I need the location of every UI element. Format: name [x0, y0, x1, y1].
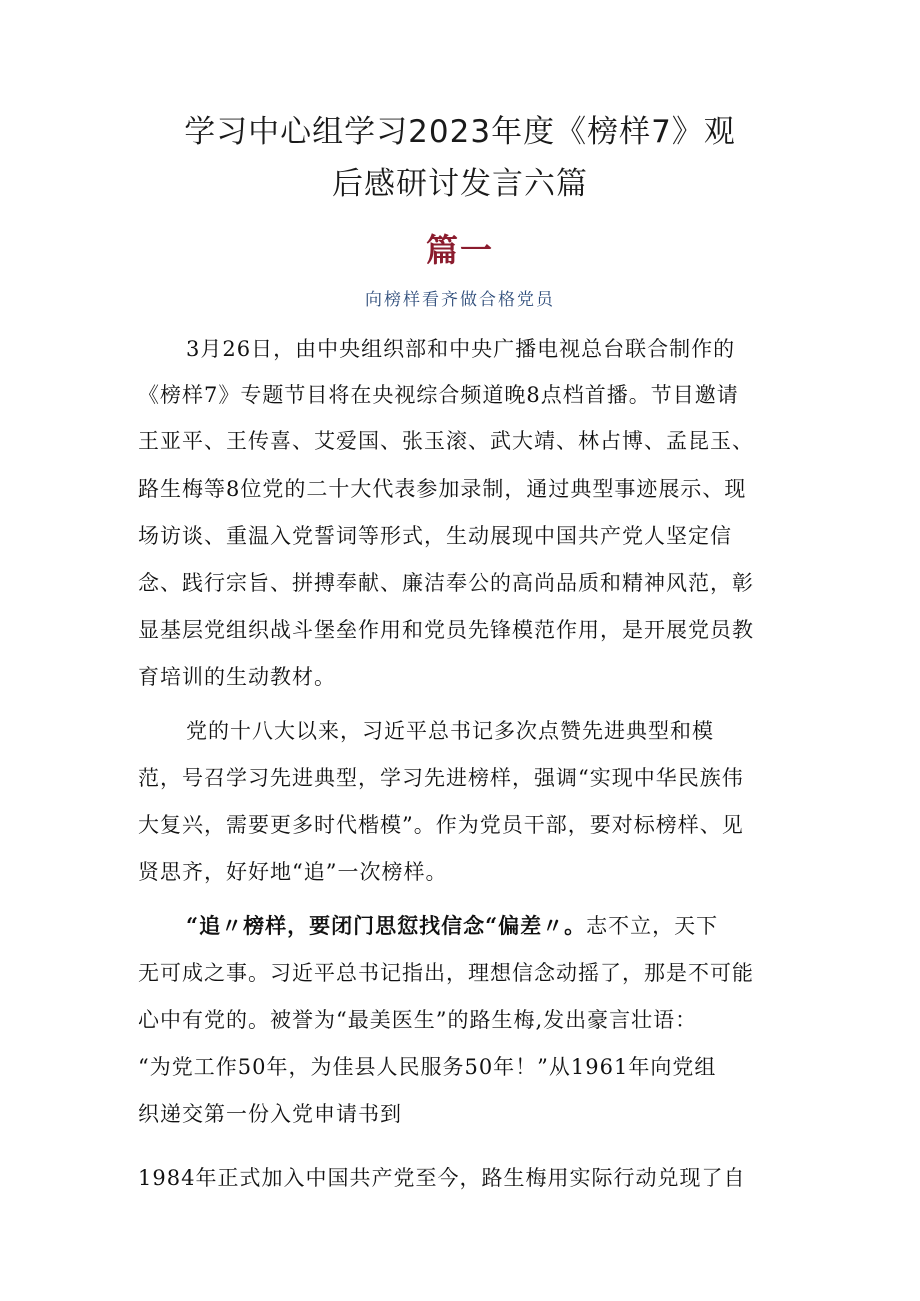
body-text-line: 《榜样7》专题节目将在央视综合频道晚8点档首播。节目邀请: [138, 383, 739, 407]
body-text-line: 党的十八大以来，习近平总书记多次点赞先进典型和模: [186, 719, 714, 743]
body-text-line: 场访谈、重温入党誓词等形式，生动展现中国共产党人坚定信: [138, 524, 732, 548]
body-text-line: 育培训的生动教材。: [138, 665, 336, 689]
body-text-line: 3月26日，由中央组织部和中央广播电视总台联合制作的: [186, 337, 736, 361]
document-title-line-2: 后感研讨发言六篇: [332, 166, 588, 202]
body-text-line: 显基层党组织战斗堡垒作用和党员先锋模范作用，是开展党员教: [138, 618, 754, 642]
body-text-line: 贤思齐，好好地“追”一次榜样。: [138, 860, 448, 884]
body-text-line: “为党工作50年，为佳县人民服务50年！”从1961年向党组: [138, 1055, 717, 1079]
body-text-line: 路生梅等8位党的二十大代表参加录制，通过典型事迹展示、现: [138, 477, 747, 501]
body-text-line-emphasis: [186, 911, 788, 941]
document-title-line-1: 学习中心组学习2023年度《榜样7》观: [184, 114, 736, 150]
body-text-line: 1984年正式加入中国共产党至今，路生梅用实际行动兑现了自: [138, 1166, 746, 1190]
section-heading: 篇一: [425, 231, 494, 269]
body-text-line: 念、践行宗旨、拼搏奉献、廉洁奉公的高尚品质和精神风范，彰: [138, 571, 754, 595]
body-text-line: 无可成之事。习近平总书记指出，理想信念动摇了，那是不可能: [138, 961, 754, 985]
body-text-fragment: 志不立，天下: [586, 914, 719, 938]
article-subtitle: 向榜样看齐做合格党员: [365, 290, 555, 310]
body-text-line: 王亚平、王传喜、艾爱国、张玉滚、武大靖、林占博、孟昆玉、: [138, 429, 754, 453]
body-text-line: 范，号召学习先进典型，学习先进榜样，强调“实现中华民族伟: [138, 766, 744, 790]
bold-lead-phrase: “追〃榜样，要闭门思愆找信念“偏差〃。: [186, 913, 587, 938]
body-text-line: 心中有党的。被誉为“最美医生”的路生梅,发出豪言壮语：: [138, 1008, 698, 1032]
body-text-line: 织递交第一份入党申请书到: [138, 1102, 402, 1126]
body-text-line: 大复兴，需要更多时代楷模”。作为党员干部，要对标榜样、见: [138, 813, 744, 837]
